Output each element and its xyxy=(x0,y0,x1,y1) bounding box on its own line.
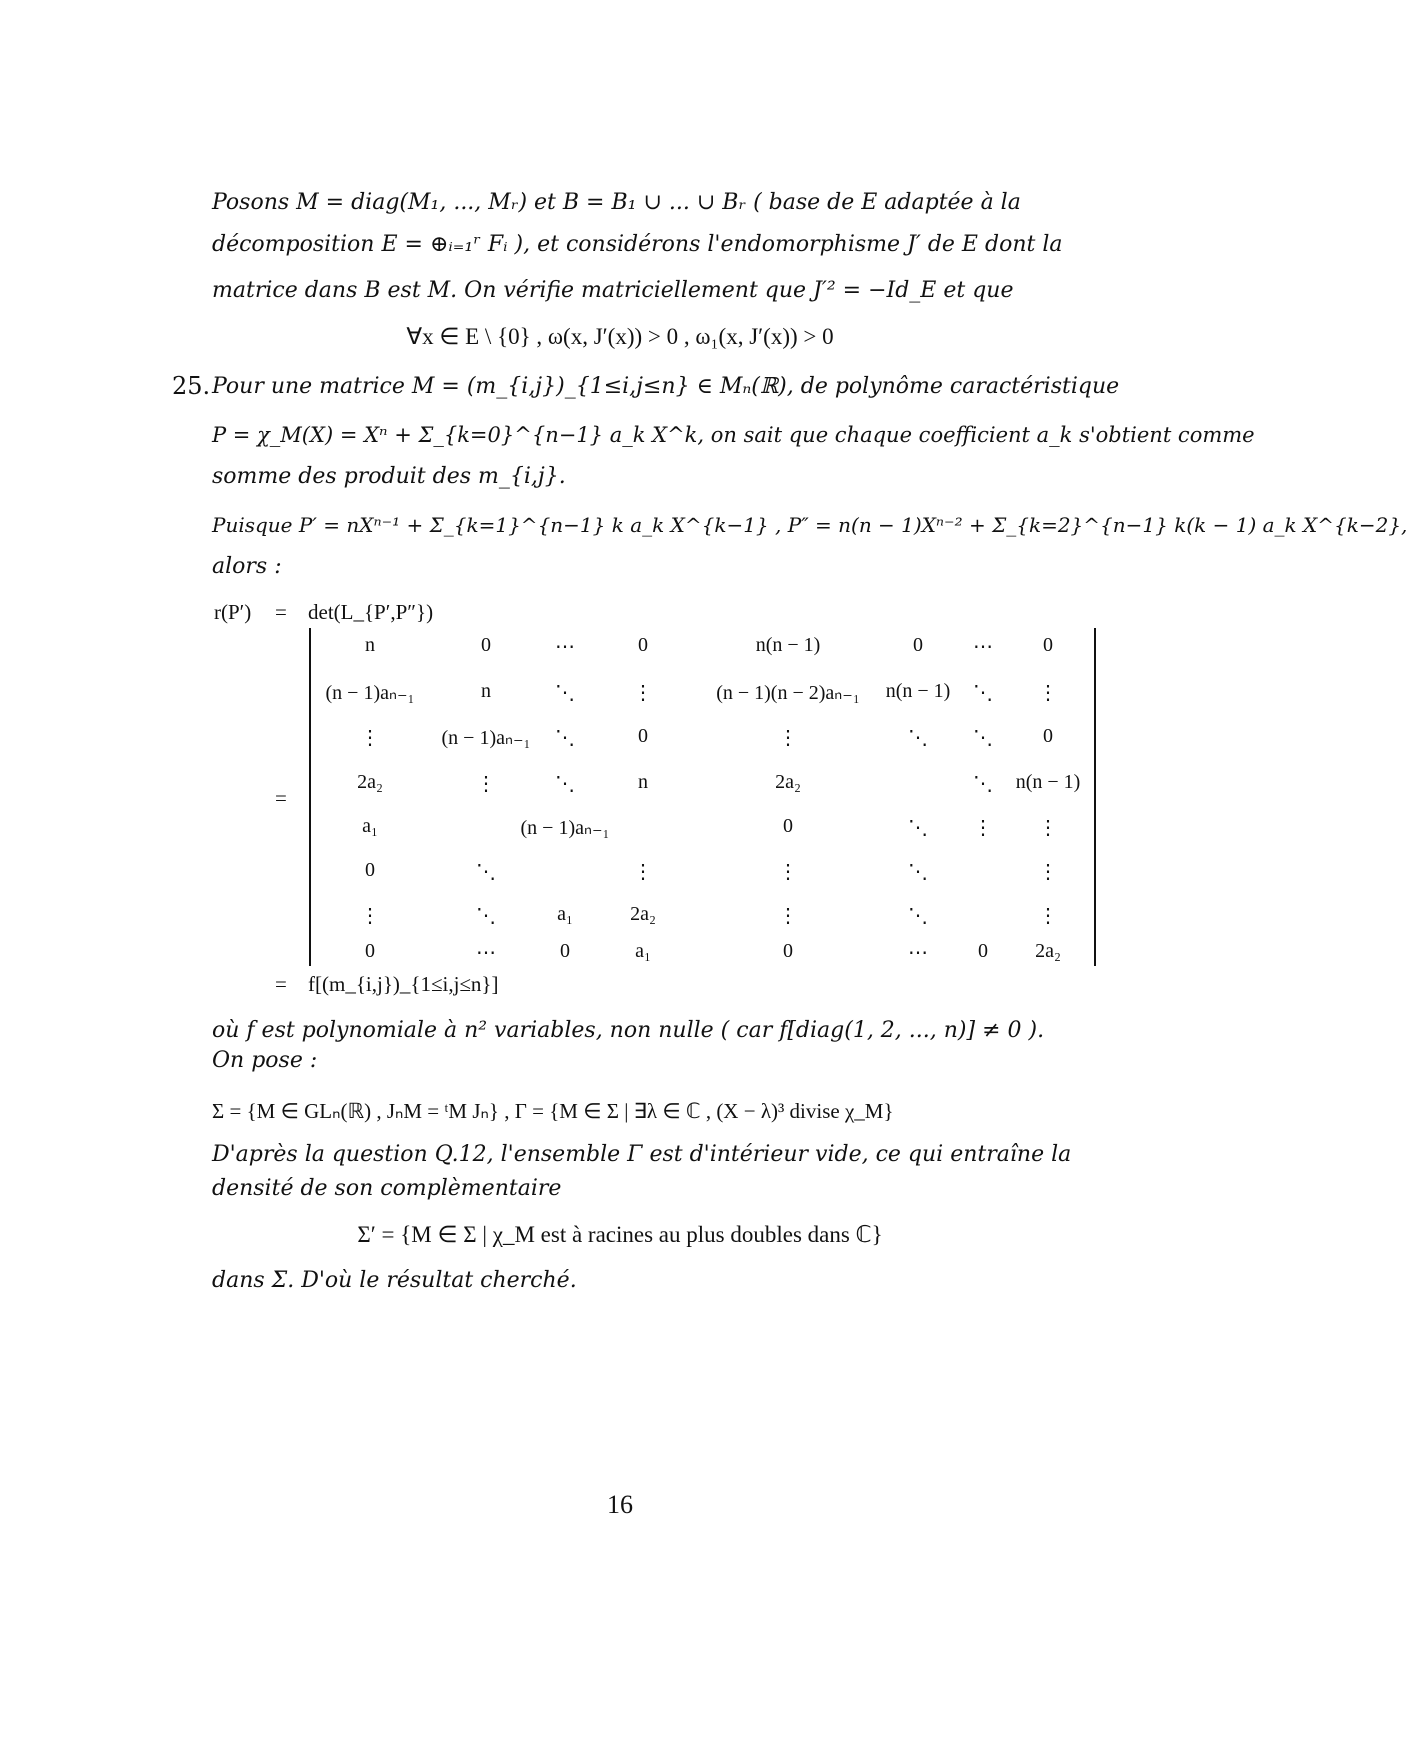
matrix-cell: ⋮ xyxy=(1038,682,1058,704)
matrix-cell: ⋱ xyxy=(973,727,993,749)
matrix-cell: n(n − 1) xyxy=(1015,771,1081,793)
matrix-cell: (n − 1)aₙ₋₁ xyxy=(520,817,610,839)
paragraph-line: Pour une matrice M = (m_{i,j})_{1≤i,j≤n} ∈ Mₙ(ℝ), de polynôme caractéristique xyxy=(212,374,1120,399)
matrix-cell: 0 xyxy=(481,634,491,656)
matrix-cell: 2a₂ xyxy=(1035,940,1061,962)
paragraph-line: alors : xyxy=(212,554,282,579)
matrix-cell: ⋮ xyxy=(973,817,993,839)
matrix-cell: ⋱ xyxy=(555,727,575,749)
matrix-cell: ⋱ xyxy=(908,727,928,749)
paragraph-line: où f est polynomiale à n² variables, non nulle ( car f[diag(1, 2, ..., n)] ≠ 0 ). xyxy=(212,1018,1045,1043)
matrix-cell: 0 xyxy=(365,859,375,881)
matrix-cell: ⋱ xyxy=(908,861,928,883)
matrix-cell: n xyxy=(365,634,375,656)
matrix-cell: ⋮ xyxy=(360,727,380,749)
matrix-cell: ⋮ xyxy=(360,905,380,927)
matrix-cell: n(n − 1) xyxy=(885,680,951,702)
paragraph-line: P = χ_M(X) = Xⁿ + Σ_{k=0}^{n−1} a_k X^k, on sait que chaque coefficient a_k s'obtient comme xyxy=(212,423,1255,447)
equals-sign: = xyxy=(275,600,287,624)
matrix-cell: (n − 1)aₙ₋₁ xyxy=(325,682,415,704)
paragraph-line: Posons M = diag(M₁, ..., Mᵣ) et B = B₁ ∪ ... ∪ Bᵣ ( base de E adaptée à la xyxy=(212,190,1021,215)
paragraph-line: dans Σ. D'où le résultat cherché. xyxy=(212,1268,577,1293)
paragraph-line: D'après la question Q.12, l'ensemble Γ est d'intérieur vide, ce qui entraîne la xyxy=(212,1142,1072,1167)
matrix-cell: ⋱ xyxy=(476,861,496,883)
matrix-cell: a₁ xyxy=(635,940,651,962)
matrix-cell: ⋱ xyxy=(973,773,993,795)
matrix-cell: ⋮ xyxy=(778,727,798,749)
paragraph-line: décomposition E = ⊕ᵢ₌₁ʳ Fᵢ ), et considérons l'endomorphisme J′ de E dont la xyxy=(212,232,1063,257)
matrix-cell: ⋮ xyxy=(778,861,798,883)
matrix-cell: 0 xyxy=(913,634,923,656)
matrix-cell: 0 xyxy=(1043,634,1053,656)
matrix-cell: ⋯ xyxy=(973,636,993,658)
paragraph-line: matrice dans B est M. On vérifie matriciellement que J′² = −Id_E et que xyxy=(212,278,1014,303)
matrix-cell: ⋱ xyxy=(973,682,993,704)
matrix-cell: n xyxy=(638,771,648,793)
matrix-cell: ⋮ xyxy=(1038,817,1058,839)
paragraph-line: densité de son complèmentaire xyxy=(212,1176,562,1201)
determinant-left-bar xyxy=(309,628,311,966)
matrix-cell: ⋱ xyxy=(555,682,575,704)
matrix-cell: n(n − 1) xyxy=(755,634,821,656)
display-formula: ∀x ∈ E \ {0} , ω(x, J′(x)) > 0 , ω₁(x, J′(x)) > 0 xyxy=(406,324,834,349)
det-result: f[(m_{i,j})_{1≤i,j≤n}] xyxy=(308,972,499,996)
matrix-cell: ⋮ xyxy=(476,773,496,795)
matrix-cell: 2a₂ xyxy=(357,771,383,793)
matrix-cell: 0 xyxy=(978,940,988,962)
matrix-cell: 0 xyxy=(365,940,375,962)
matrix-cell: ⋮ xyxy=(1038,905,1058,927)
matrix-cell: (n − 1)aₙ₋₁ xyxy=(441,727,531,749)
paragraph-line: somme des produit des m_{i,j}. xyxy=(212,464,566,489)
matrix-cell: ⋮ xyxy=(633,861,653,883)
equals-sign: = xyxy=(275,786,287,810)
matrix-cell: 2a₂ xyxy=(630,903,656,925)
matrix-cell: 0 xyxy=(1043,725,1053,747)
matrix-cell: 0 xyxy=(560,940,570,962)
matrix-cell: ⋱ xyxy=(555,773,575,795)
matrix-cell: 0 xyxy=(638,634,648,656)
matrix-cell: 2a₂ xyxy=(775,771,801,793)
paragraph-line: On pose : xyxy=(212,1048,318,1073)
matrix-cell: 0 xyxy=(783,815,793,837)
matrix-cell: n xyxy=(481,680,491,702)
determinant-right-bar xyxy=(1094,628,1096,966)
paragraph-line: Puisque P′ = nXⁿ⁻¹ + Σ_{k=1}^{n−1} k a_k X^{k−1} , P″ = n(n − 1)Xⁿ⁻² + Σ_{k=2}^{n−1} k(k − 1) a_k X^{k−2}, xyxy=(212,513,1407,537)
display-formula: Σ = {M ∈ GLₙ(ℝ) , JₙM = ᵗM Jₙ} , Γ = {M ∈ Σ | ∃λ ∈ ℂ , (X − λ)³ divise χ_M} xyxy=(212,1099,894,1123)
matrix-cell: ⋱ xyxy=(908,817,928,839)
matrix-cell: ⋮ xyxy=(1038,861,1058,883)
matrix-cell: a₁ xyxy=(557,903,573,925)
display-formula: Σ′ = {M ∈ Σ | χ_M est à racines au plus doubles dans ℂ} xyxy=(357,1222,883,1247)
matrix-cell: ⋯ xyxy=(476,942,496,964)
item-number: 25. xyxy=(172,372,211,400)
matrix-cell: a₁ xyxy=(362,815,378,837)
matrix-cell: ⋮ xyxy=(778,905,798,927)
matrix-cell: ⋯ xyxy=(908,942,928,964)
matrix-cell: ⋱ xyxy=(476,905,496,927)
matrix-cell: (n − 1)(n − 2)aₙ₋₁ xyxy=(716,682,860,704)
matrix-cell: 0 xyxy=(638,725,648,747)
equals-sign: = xyxy=(275,972,287,996)
page-number: 16 xyxy=(607,1490,633,1519)
matrix-cell: ⋱ xyxy=(908,905,928,927)
matrix-cell: 0 xyxy=(783,940,793,962)
matrix-cell: ⋯ xyxy=(555,636,575,658)
matrix-cell: ⋮ xyxy=(633,682,653,704)
det-lhs: r(P′) xyxy=(214,600,252,624)
det-rhs: det(L_{P′,P″}) xyxy=(308,600,434,624)
